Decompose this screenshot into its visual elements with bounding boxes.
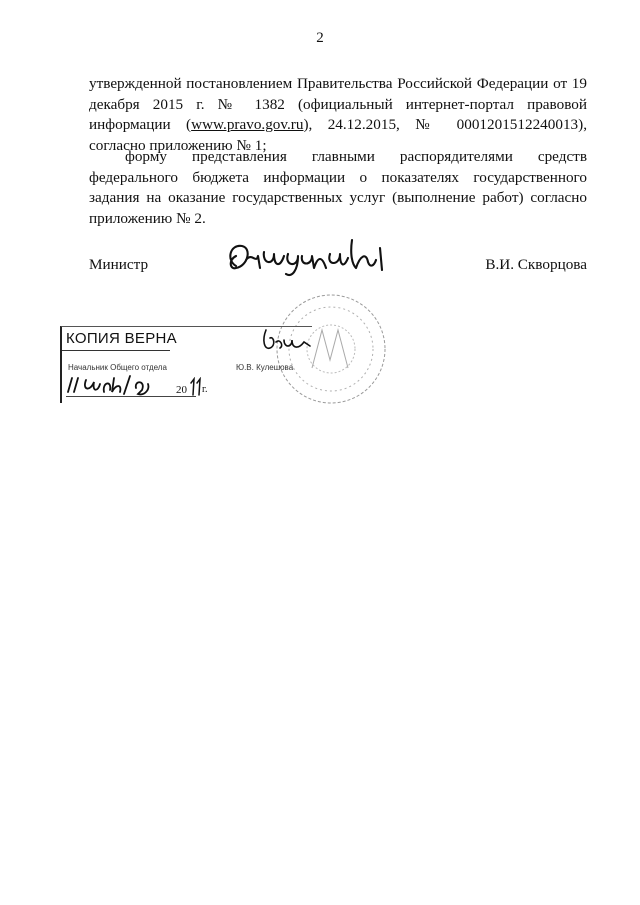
stamp-date-line <box>66 396 196 397</box>
paragraph-approval-text-start: утвержденной постановлением Правительства Российской Федерации от 19 декабря 2015 г. № 1382 (официальный интернет-портал правовой информации ( <box>89 75 587 133</box>
stamp-role: Начальник Общего отдела <box>68 363 167 372</box>
handwritten-date <box>64 372 168 398</box>
signatory-title: Министр <box>89 256 149 273</box>
paragraph-approval-text-end: ), 24.12.2015, № 0001201512240013), согласно приложению № 1; <box>89 116 587 154</box>
signatory-name: В.И. Скворцова <box>485 256 587 273</box>
page-number: 2 <box>316 30 324 46</box>
pravo-link[interactable]: www.pravo.gov.ru <box>191 116 304 133</box>
handwritten-year <box>188 377 202 397</box>
stamp-person: Ю.В. Кулешова <box>236 363 294 372</box>
stamp-signature <box>258 326 314 356</box>
paragraph-form: форму представления главными распорядителями средств федерального бюджета информации о показателях государственного задания на оказание государственных услуг (выполнение работ) согласно приложению № 2. <box>89 148 587 227</box>
stamp-title: КОПИЯ ВЕРНА <box>66 330 177 347</box>
minister-signature <box>222 230 392 286</box>
stamp-title-rule <box>62 350 170 351</box>
stamp-year-suffix: г. <box>202 384 208 395</box>
paragraph-approval <box>89 74 587 156</box>
stamp-year-prefix: 20 <box>176 384 187 396</box>
